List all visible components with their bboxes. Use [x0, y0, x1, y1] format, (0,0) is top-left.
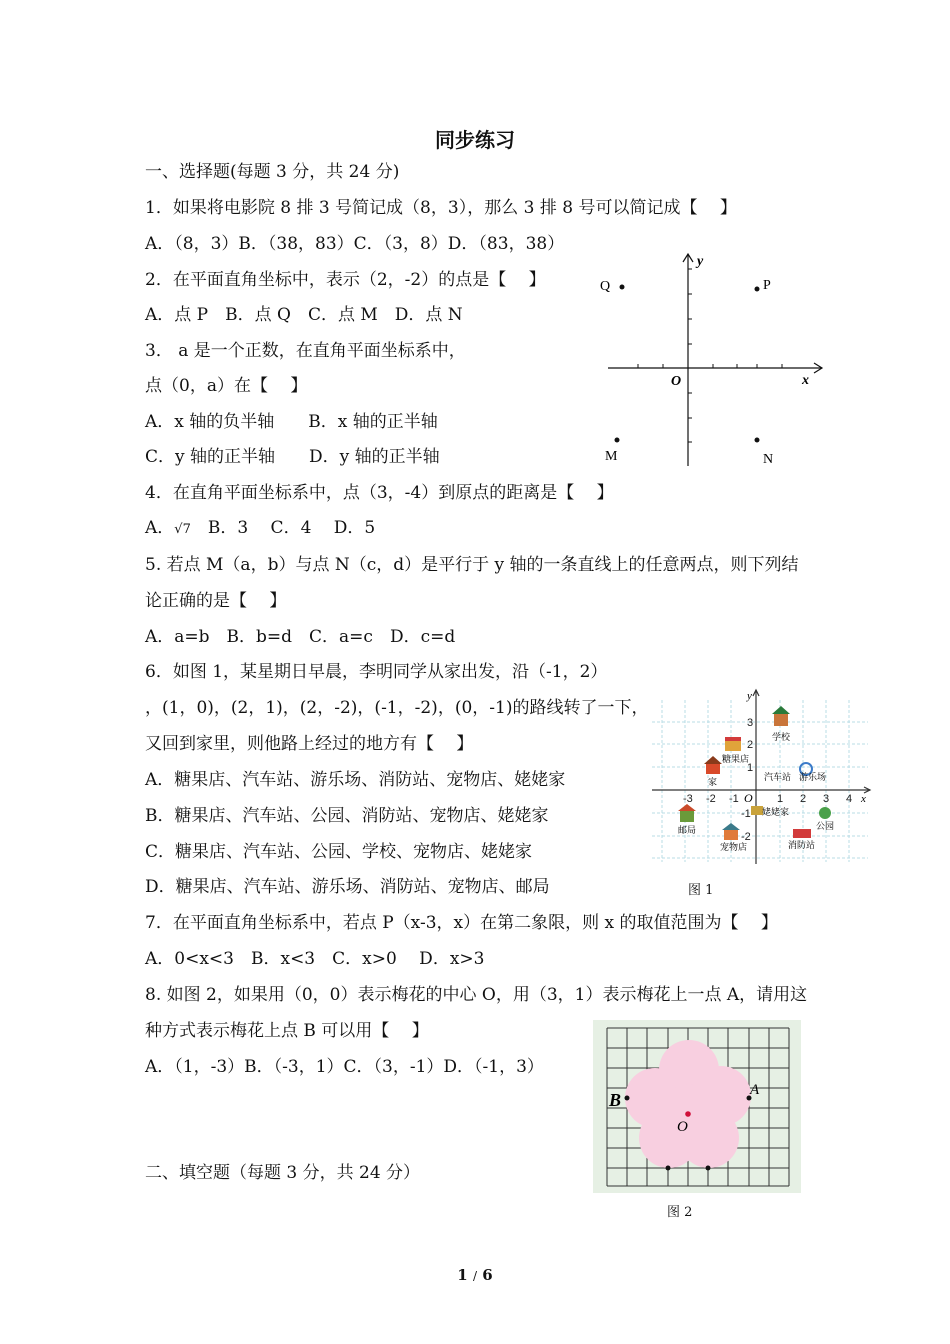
point-q — [620, 285, 625, 290]
point-q-label: Q — [600, 279, 611, 294]
question-5-line-1: 5. 若点 M（a，b）与点 N（c，d）是平行于 y 轴的一条直线上的任意两点，则下列结 — [145, 555, 799, 575]
fig1-tick-y-1: 1 — [747, 762, 754, 774]
fig1-tick-x-2: 2 — [800, 793, 807, 805]
fig1-tick-x-3: 3 — [823, 793, 830, 805]
page-number — [0, 1266, 950, 1284]
point-m — [615, 438, 620, 443]
figure-1-caption: 图 1 — [688, 883, 714, 898]
fig1-tick-y-2: 2 — [747, 739, 754, 751]
place-post: 邮局 — [678, 826, 697, 836]
point-n-label: N — [763, 452, 774, 467]
origin-label: O — [671, 374, 682, 389]
fig1-tick-y-3: 3 — [747, 717, 754, 729]
fig1-tick-x-neg1: -1 — [729, 793, 739, 805]
question-7-options: A．0<x<3 B．x<3 C．x>0 D．x>3 — [145, 949, 485, 969]
point-b — [625, 1096, 630, 1101]
figure-2-caption: 图 2 — [667, 1205, 693, 1220]
question-8-options: A．（1，-3）B．（-3，1）C．（3，-1）D．（-1，3） — [145, 1057, 544, 1077]
coordinate-plane-figure — [600, 248, 830, 470]
question-6-option-b: B．糖果店、汽车站、公园、消防站、宠物店、姥姥家 — [145, 806, 549, 826]
question-1: 1．如果将电影院 8 排 3 号简记成（8，3），那么 3 排 8 号可以简记成【 】 — [145, 198, 737, 218]
question-6-line-3: 又回到家里，则他路上经过的地方有【 】 — [145, 734, 474, 754]
question-2: 2．在平面直角坐标中，表示（2，-2）的点是【 】 — [145, 270, 546, 290]
place-park: 公园 — [816, 822, 835, 832]
park-icon — [819, 807, 831, 819]
place-pet: 宠物店 — [720, 843, 748, 853]
fig1-tick-y-neg2: -2 — [741, 831, 751, 843]
question-5-options: A．a=b B．b=d C．a=c D．c=d — [145, 627, 456, 647]
figure-1-map — [652, 686, 874, 866]
question-1-options: A．（8，3）B．（38，83）C．（3，8）D．（83，38） — [145, 234, 565, 254]
question-6-option-a: A．糖果店、汽车站、游乐场、消防站、宠物店、姥姥家 — [145, 770, 566, 790]
place-home: 家 — [708, 778, 718, 788]
q4-options-rest: B．3 C．4 D．5 — [207, 518, 376, 538]
fig1-tick-y-neg1: -1 — [741, 808, 751, 820]
question-6-option-d: D．糖果店、汽车站、游乐场、消防站、宠物店、邮局 — [145, 877, 550, 897]
fig1-y-label: y — [747, 690, 752, 702]
fig1-tick-x-neg2: -2 — [706, 793, 716, 805]
page-total: 6 — [482, 1266, 493, 1284]
place-candy: 糖果店 — [722, 755, 750, 765]
candy-store-icon — [725, 737, 741, 751]
question-2-options: A．点 P B．点 Q C．点 M D．点 N — [145, 305, 463, 325]
question-4-options — [145, 516, 375, 542]
point-p — [755, 287, 760, 292]
blossom-bottom-left-point — [666, 1166, 671, 1171]
blossom-center-o — [685, 1111, 691, 1117]
question-8-line-1: 8. 如图 2，如果用（0，0）表示梅花的中心 O，用（3，1）表示梅花上一点 A，请用这 — [145, 985, 808, 1005]
question-8-line-2: 种方式表示梅花上点 B 可以用【 】 — [145, 1021, 429, 1041]
place-park-fun: 游乐场 — [799, 773, 827, 783]
place-school: 学校 — [772, 733, 791, 743]
y-axis-label: y — [697, 254, 704, 269]
question-6-line-1: 6．如图 1，某星期日早晨，李明同学从家出发，沿（-1，2） — [145, 662, 608, 682]
figure-2-blossom — [593, 1020, 801, 1193]
place-grandma: 姥姥家 — [762, 808, 790, 818]
question-6-line-2: ，(1，0)，(2，1)，(2，-2)，(-1，-2)，(0，-1)的路线转了一下， — [145, 698, 649, 718]
fig1-tick-x-1: 1 — [777, 793, 784, 805]
question-3-options-ab: A．x 轴的负半轴 B．x 轴的正半轴 — [145, 412, 438, 432]
question-4: 4．在直角平面坐标系中，点（3，-4）到原点的距离是【 】 — [145, 483, 614, 503]
page-title: 同步练习 — [435, 128, 515, 152]
point-b-label: B — [609, 1090, 622, 1110]
fig1-origin-label: O — [744, 791, 753, 805]
page-separator: / — [472, 1269, 478, 1283]
fig1-x-label: x — [861, 793, 866, 805]
x-axis-label: x — [802, 373, 809, 388]
question-3-line-1: 3． a 是一个正数，在直角平面坐标系中， — [145, 341, 466, 361]
question-3-options-cd: C．y 轴的正半轴 D．y 轴的正半轴 — [145, 447, 440, 467]
question-5-line-2: 论正确的是【 】 — [145, 591, 287, 611]
place-bus: 汽车站 — [764, 773, 792, 783]
point-o-label: O — [677, 1119, 688, 1135]
point-n — [755, 438, 760, 443]
fig1-tick-x-neg3: -3 — [683, 793, 693, 805]
point-a-label: A — [750, 1082, 760, 1098]
place-fire: 消防站 — [788, 841, 816, 851]
section-2-heading: 二、填空题（每题 3 分，共 24 分） — [145, 1163, 421, 1183]
question-3-line-2: 点（0，a）在【 】 — [145, 376, 308, 396]
fig1-tick-x-4: 4 — [846, 793, 853, 805]
question-7: 7．在平面直角坐标系中，若点 P（x-3，x）在第二象限，则 x 的取值范围为【 】 — [145, 913, 778, 933]
section-1-heading: 一、选择题(每题 3 分，共 24 分) — [145, 162, 400, 182]
page-current: 1 — [457, 1266, 468, 1284]
blossom-bottom-right-point — [706, 1166, 711, 1171]
q4-option-a: A． — [145, 518, 175, 538]
point-p-label: P — [763, 278, 771, 293]
sqrt-seven: √7 — [174, 522, 191, 537]
point-m-label: M — [605, 449, 618, 464]
question-6-option-c: C．糖果店、汽车站、公园、学校、宠物店、姥姥家 — [145, 842, 533, 862]
fire-station-icon — [793, 829, 811, 838]
